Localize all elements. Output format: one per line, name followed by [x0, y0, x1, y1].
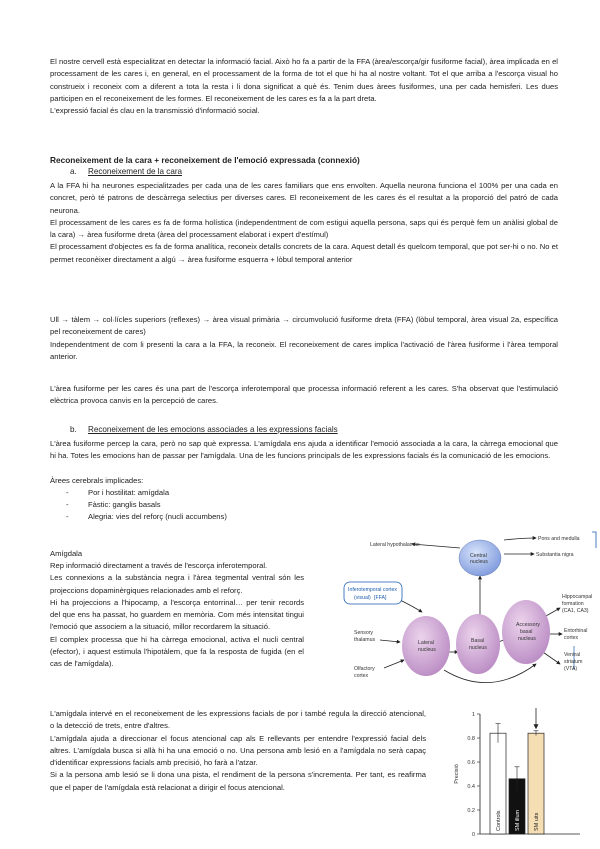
arrow-from-olfactory-cortex [384, 660, 404, 668]
label-substantia-nigra: Substantia nigra [536, 552, 574, 558]
arrow-to-pons [504, 538, 536, 540]
y-tick-label: 0.4 [467, 784, 475, 790]
intro-paragraph: L'expressió facial és clau en la transmissió d'informació social. [50, 106, 260, 116]
y-tick-label: 1 [471, 712, 475, 718]
lateral-nucleus-shape [402, 616, 450, 676]
label-visual: (visual) [354, 595, 371, 601]
body-paragraph: El processament d'objectes es fa de forma analítica, reconeix detalls concrets de la cara. Aquest detall és quelcom temporal, que pot ser-hi o no. No et permet reconèixer directament a algú → àrea fusiforme esquerra + lòbul temporal anterior [50, 242, 558, 264]
subsection-label: b. [70, 425, 77, 434]
label-basal-2: nucleus [469, 645, 487, 651]
subsection-label: a. [70, 167, 77, 176]
body-paragraph: El complex processa que hi ha càrrega emocional, activa el nucli central (efector), i aquest estimula l'hipotàlem, que fa la resposta de fugida (en el cas de l'amígdala). [50, 634, 304, 669]
subsection-b-heading [70, 424, 338, 436]
label-sensory: Sensory [354, 630, 374, 636]
label-olfactory-1: Olfactory [354, 666, 375, 672]
ffa-paragraph: L'àrea fusiforme per les cares és una part de l'escorça inferotemporal que processa informació referent a les cares. S'ha observat que l'estimulació elèctrica provoca canvis en la percepció de cares. [50, 384, 558, 406]
amygdala-block [50, 560, 304, 671]
section-title: Reconeixement de la cara + reconeixement de l'emoció expressada (connexió) [50, 155, 360, 165]
body-paragraph: El processament de les cares es fa de forma holística (independentment de com estigui aquella persona, saps qui és perquè fem un anàlisi global de la cara) → àrea fusiforme dreta (àrea del processament elaborat i expert d'estímul) [50, 217, 558, 240]
label-accessory-3: nucleus [518, 636, 536, 642]
emotion-paragraph: L'àrea fusiforme percep la cara, però no sap què expressa. L'amígdala ens ajuda a identificar l'emoció associada a la cara, la càrrega emocional que hi ha. Totes les emocions han de passar per l'amígdala. Una de les funcions principals de les expressions facials és la comunicació de les emocions. [50, 439, 558, 461]
body-paragraph: Si a la persona amb lesió se li dona una pista, el rendiment de la persona s'incrementa. Per tant, es reafirma que el paper de l'amígdala està relacionat a dirigir el focus atencional. [50, 770, 426, 792]
amygdala-block-wide [50, 708, 426, 794]
label-ventral-1: Ventral [564, 652, 581, 658]
body-paragraph: A la FFA hi ha neurones especialitzades per cada una de les cares familiars que ens envolten. Aquella neurona funciona el 100% per una cada en concret, però té patrons de descàrrega selectius per diverses cares. El reconeixement de les cares és el resultat a la proporció del patró de cada neurona. [50, 181, 558, 215]
label-pons: Pons and medulla [538, 536, 580, 542]
face-recognition-block [50, 180, 558, 266]
annotation-arrow-head [534, 724, 539, 729]
label-hippocampal-2: formation [562, 601, 584, 607]
category-label: SM uits [534, 812, 540, 831]
label-central-2: nucleus [470, 559, 488, 565]
label-hippocampal-3: (CA1, CA3) [562, 608, 589, 614]
category-label: SM illum [515, 809, 521, 831]
label-lateral-hypothalamus: Lateral hypothalamus [370, 542, 420, 548]
label-ffa: [FFA] [374, 595, 387, 601]
label-lateral-1: Lateral [418, 640, 434, 646]
amygdala-connections-diagram [340, 530, 600, 702]
body-paragraph: Rep informació directament a través de l'escorça inferotemporal. [50, 561, 268, 570]
label-entorhinal-2: cortex [564, 635, 579, 641]
chart-svg [444, 706, 594, 844]
body-paragraph: L'amígdala intervé en el reconeixement de les expressions facials de por i també regula la direcció atencional, o la detecció de trets, entre d'altres. [50, 709, 426, 731]
label-accessory-1: Accessory [516, 622, 540, 628]
label-lateral-2: nucleus [418, 647, 436, 653]
subsection-a-heading [70, 166, 182, 178]
list-item: - Alegria: vies del reforç (nucli accumbens) [66, 511, 227, 523]
y-tick-label: 0.2 [467, 808, 475, 814]
body-paragraph: Independentment de com li presenti la cara a la FFA, la reconeix. El reconeixement de cares implica l'activació de l'àrea fusiforme i l'àrea temporal anterior. [50, 339, 558, 361]
body-paragraph: Hi ha projeccions a l'hipocamp, a l'escorça entorrinal… per tenir records del que ens ha passat, ho guardem en memòria. Com més intensitat tingui l'emoció que associem a la situació, millor recordarem la situació. [50, 597, 304, 632]
label-central-1: Central [470, 553, 487, 559]
body-paragraph: L'amígdala ajuda a direccionar el focus atencional cap als E rellevants per entendre l'expressió facial dels altres. L'amígdala busca si allà hi ha una emoció o no. Una persona amb lesió en a l'amígdala no serà capaç d'identificar expressions facials amb precisió, ho farà a l'atzar. [50, 733, 426, 768]
body-paragraph: Ull → tàlem → col·lícles superiors (reflexes) → àrea visual primària → circumvolució fusiforme dreta (FFA) (lòbul temporal, àrea visual 2a, específica pel reconeixement de cares) [50, 315, 558, 337]
y-tick-label: 0 [471, 832, 475, 838]
arrow-from-sensory-thalamus [380, 640, 400, 642]
intro-paragraph: El nostre cervell està especialitzat en detectar la informació facial. Això ho fa a partir de la FFA (àrea/escorça/gir fusiforme facial), àrea implicada en el processament de les cares i, en general, en el processament de la forma de tot el que hi ha al nostre voltant. Tot el que arriba a l'escorça visual ho construeix i reconeix com a diferent a tota la resta i li dona significat a què és. Tenim dues àrees fusiformes, una per cada hemisferi. Les dues participen en el reconeixement de les formes. El reconeixement de les cares es fa a la part dreta. [50, 57, 558, 103]
arrow-to-hippocampus [546, 608, 560, 616]
label-accessory-2: basal [520, 629, 533, 635]
label-ventral-2: striatum [564, 659, 583, 665]
list-item: - Fàstic: ganglis basals [66, 499, 227, 511]
basal-nucleus-shape [456, 614, 500, 674]
y-tick-label: 0.6 [467, 760, 475, 766]
label-hippocampal-1: Hippocampal [562, 594, 593, 600]
amygdala-heading: Amígdala [50, 549, 83, 558]
label-entorhinal-1: Entorhinal [564, 628, 588, 634]
body-paragraph: Les connexions a la substància negra i l'àrea tegmental ventral són les projeccions dopaminèrgiques relacionades amb el reforç. [50, 573, 304, 595]
precision-bar-chart [444, 706, 594, 844]
intro-block [50, 56, 558, 117]
diagram-svg [340, 530, 600, 702]
label-inferotemporal: Inferotemporal cortex [348, 587, 398, 593]
ffa-box [344, 582, 402, 604]
bracket-right [592, 532, 596, 548]
arrow-from-inferotemporal [400, 600, 422, 612]
label-thalamus: thalamus [354, 637, 376, 643]
category-label: Controls [496, 810, 502, 831]
y-axis-label: Precisió [454, 764, 460, 784]
subsection-title: Reconeixement de la cara [88, 167, 183, 176]
subsection-title: Reconeixement de les emocions associades a les expressions facials [88, 425, 338, 434]
areas-title: Àrees cerebrals implicades: [50, 476, 144, 485]
pathway-block [50, 314, 558, 363]
label-ventral-3: (VTA) [564, 666, 578, 672]
label-olfactory-2: cortex [354, 673, 369, 679]
label-basal-1: Basal [471, 638, 484, 644]
areas-list [66, 487, 227, 523]
list-item: - Por i hostilitat: amígdala [66, 487, 227, 499]
y-tick-label: 0.8 [467, 736, 475, 742]
